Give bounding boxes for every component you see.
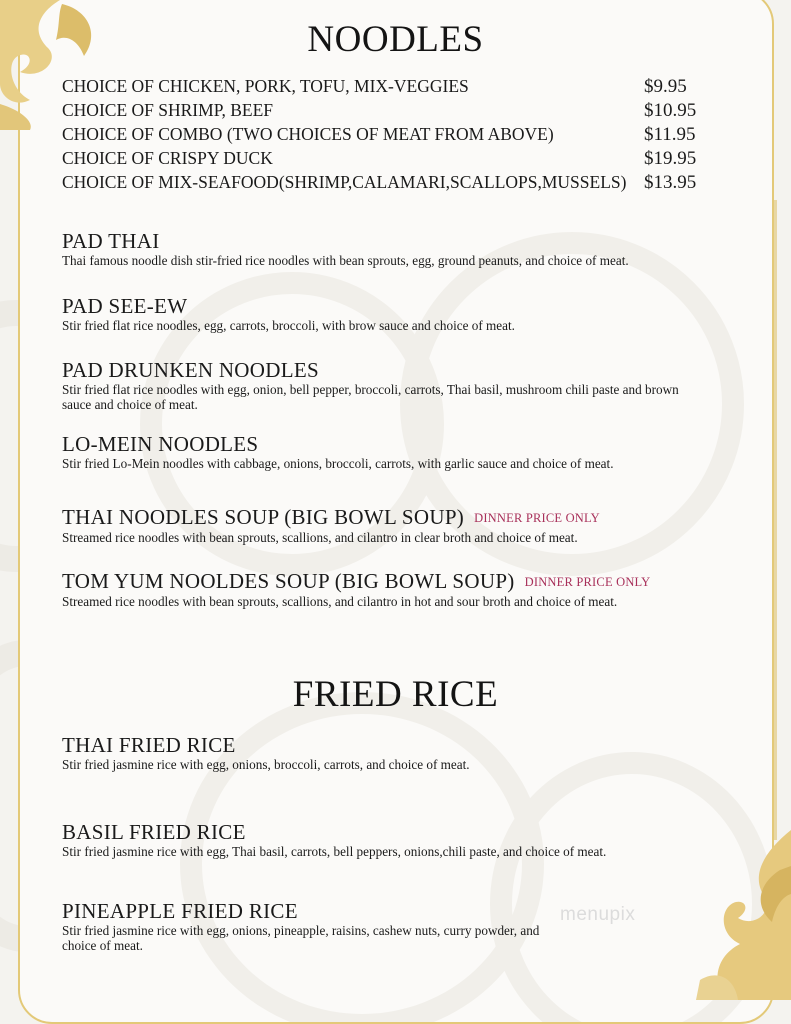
price-option-label: CHOICE OF CHICKEN, PORK, TOFU, MIX-VEGGIES: [62, 76, 469, 96]
price-option-price: $9.95: [644, 76, 687, 97]
item-description: Stir fried jasmine rice with egg, Thai basil, carrots, bell peppers, onions,chili paste, and choice of meat.: [62, 844, 607, 859]
item-description: Stir fried flat rice noodles with egg, onion, bell pepper, broccoli, carrots, Thai basil, mushroom chili paste and brown sauce and choice of meat.: [62, 382, 679, 412]
menu-item-lo-mein-noodles: [62, 432, 702, 471]
price-option-row: [62, 124, 712, 148]
price-option-label: CHOICE OF COMBO (TWO CHOICES OF MEAT FROM ABOVE): [62, 124, 554, 144]
item-name-row: [62, 505, 777, 530]
menu-item-pad-thai: [62, 229, 777, 268]
section-title-noodles: NOODLES: [307, 19, 484, 60]
item-name: PAD THAI: [62, 229, 160, 253]
item-name: TOM YUM NOOLDES SOUP (BIG BOWL SOUP): [62, 569, 515, 593]
item-name: PINEAPPLE FRIED RICE: [62, 899, 298, 923]
menu-item-basil-fried-rice: [62, 820, 777, 859]
item-description: Thai famous noodle dish stir-fried rice noodles with bean sprouts, egg, ground peanuts, and choice of meat.: [62, 253, 629, 268]
menu-item-pad-see-ew: [62, 294, 777, 333]
section-title-fried-rice: FRIED RICE: [292, 674, 499, 715]
item-description: Stir fried jasmine rice with egg, onions, pineapple, raisins, cashew nuts, curry powder, and choice of meat.: [62, 923, 540, 953]
price-option-row: [62, 172, 712, 196]
price-option-price: $10.95: [644, 100, 697, 121]
price-option-label: CHOICE OF CRISPY DUCK: [62, 148, 273, 168]
item-description: Streamed rice noodles with bean sprouts, scallions, and cilantro in clear broth and choice of meat.: [62, 530, 578, 545]
item-description: Stir fried flat rice noodles, egg, carrots, broccoli, with brow sauce and choice of meat.: [62, 318, 515, 333]
item-description: Streamed rice noodles with bean sprouts, scallions, and cilantro in hot and sour broth and choice of meat.: [62, 594, 618, 609]
item-name-row: [62, 569, 777, 594]
item-name: PAD SEE-EW: [62, 294, 188, 318]
price-option-price: $13.95: [644, 172, 697, 193]
price-option-row: [62, 100, 712, 124]
price-option-price: $19.95: [644, 148, 697, 169]
price-option-label: CHOICE OF MIX-SEAFOOD(SHRIMP,CALAMARI,SCALLOPS,MUSSELS): [62, 172, 627, 192]
item-name: THAI NOODLES SOUP (BIG BOWL SOUP): [62, 505, 465, 529]
menu-item-thai-noodles-soup: [62, 505, 777, 545]
item-name: THAI FRIED RICE: [62, 733, 236, 757]
menu-item-pad-drunken-noodles: [62, 358, 702, 412]
menu-item-pineapple-fried-rice: [62, 899, 542, 953]
price-option-row: [62, 76, 712, 100]
item-name: LO-MEIN NOODLES: [62, 432, 259, 456]
item-description: Stir fried jasmine rice with egg, onions, broccoli, carrots, and choice of meat.: [62, 757, 470, 772]
item-name: BASIL FRIED RICE: [62, 820, 246, 844]
menupix-watermark: menupix: [560, 904, 636, 925]
dinner-price-note: DINNER PRICE ONLY: [524, 575, 651, 589]
menu-item-tom-yum-noodles-soup: [62, 569, 777, 609]
item-description: Stir fried Lo-Mein noodles with cabbage, onions, broccoli, carrots, with garlic sauce and choice of meat.: [62, 456, 614, 471]
price-option-label: CHOICE OF SHRIMP, BEEF: [62, 100, 274, 120]
item-name: PAD DRUNKEN NOODLES: [62, 358, 319, 382]
dinner-price-note: DINNER PRICE ONLY: [474, 511, 600, 525]
price-option-row: [62, 148, 712, 172]
menu-item-thai-fried-rice: [62, 733, 777, 772]
price-option-price: $11.95: [644, 124, 696, 145]
